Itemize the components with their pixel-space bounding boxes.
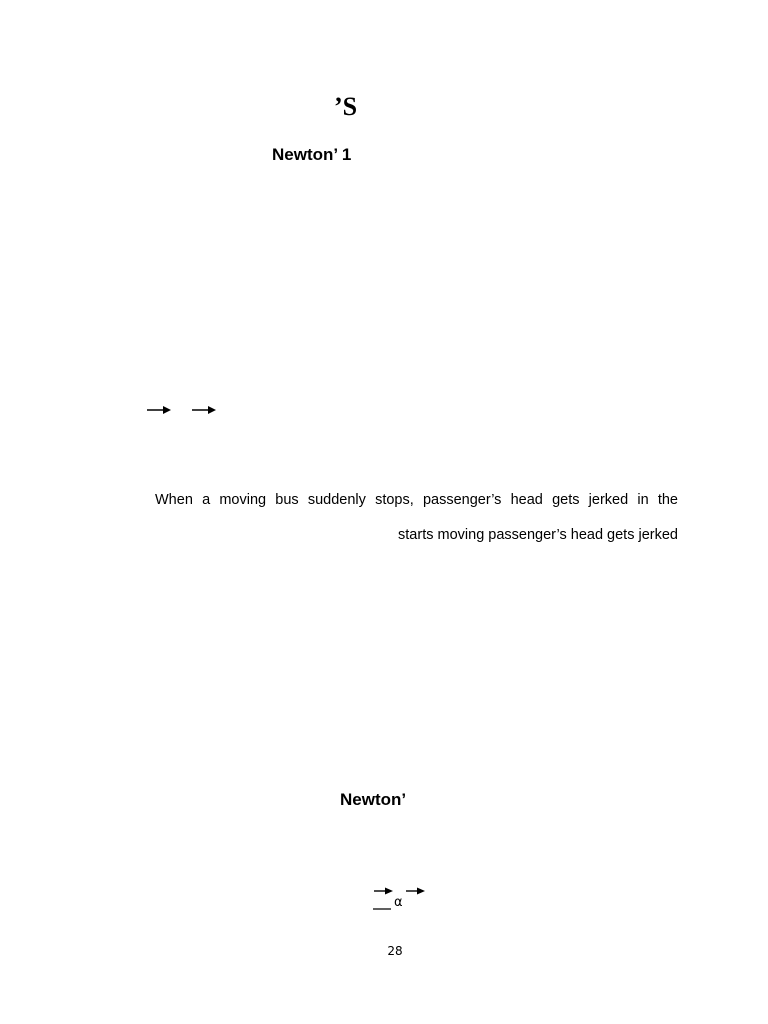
section-heading-newton-second-law: Newton’ xyxy=(340,790,407,809)
right-arrow-icon xyxy=(147,406,171,414)
paragraph-line-2: starts moving passenger’s head gets jerked xyxy=(398,527,678,543)
page-title-fragment: ’S xyxy=(334,92,358,121)
proportionality-formula xyxy=(370,884,430,914)
vector-arrows xyxy=(146,402,226,418)
vector-arrows-svg xyxy=(146,402,226,418)
right-arrow-icon xyxy=(406,888,425,895)
page-number: 28 xyxy=(387,944,403,958)
proportional-symbol: α xyxy=(394,895,403,910)
section-heading-newton-first-law: Newton’ 1 xyxy=(272,145,352,164)
paragraph-line-1: When a moving bus suddenly stops, passenger’s head gets jerked in the xyxy=(155,492,678,508)
right-arrow-icon xyxy=(374,888,393,895)
right-arrow-icon xyxy=(192,406,216,414)
